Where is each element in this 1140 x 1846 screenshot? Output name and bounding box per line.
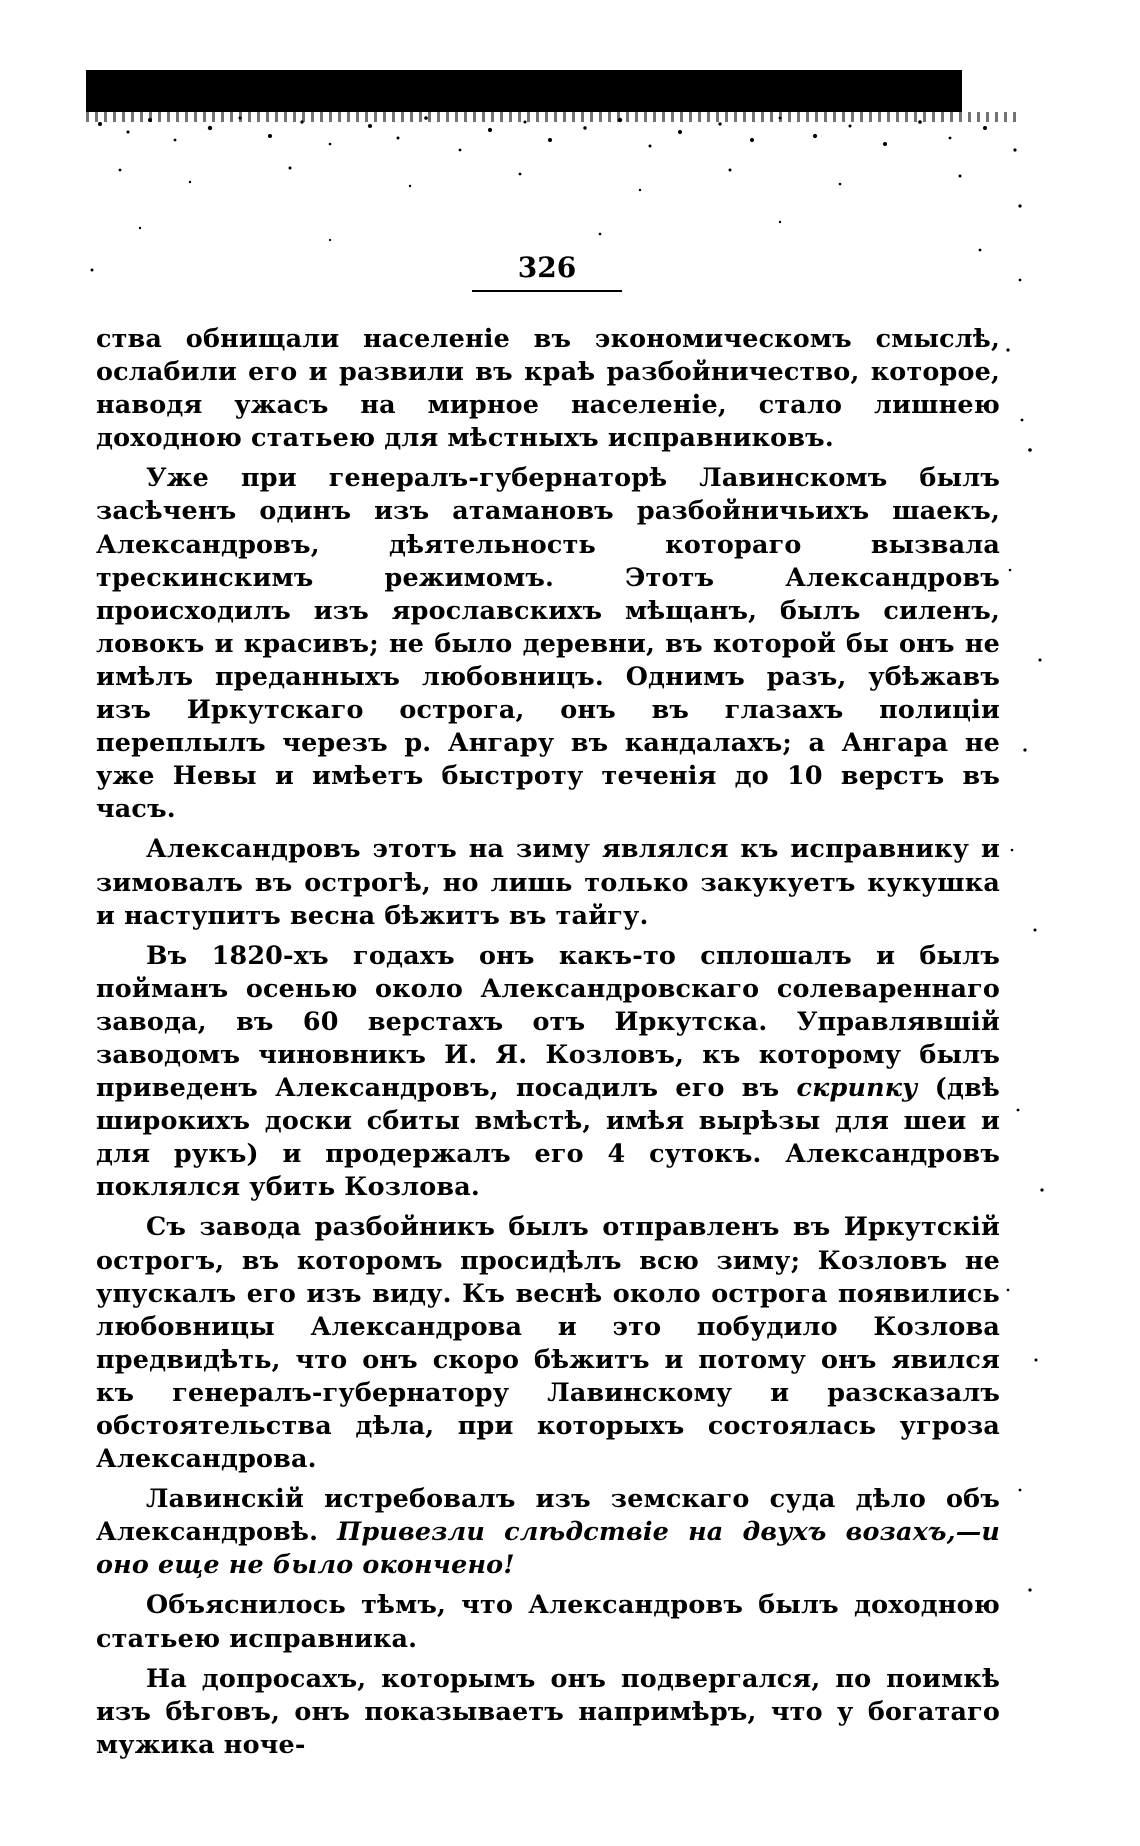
paragraph-7: Объяснилось тѣмъ, что Александровъ былъ доходною статьею исправника. [96,1589,1000,1653]
header-rule [86,70,962,112]
paragraph-2: Уже при генералъ-губернаторѣ Лавинскомъ былъ засѣченъ одинъ изъ атамановъ разбойничьихъ шаекъ, Александровъ, дѣятельность котораго вызвала трескинскимъ режимомъ. Этотъ Александровъ происходилъ изъ ярославскихъ мѣщанъ, былъ силенъ, ловокъ и красивъ; не было деревни, въ которой бы онъ не имѣлъ преданныхъ любовницъ. Однимъ разъ, убѣжавъ изъ Иркутскаго острога, онъ въ глазахъ полиціи переплылъ черезъ р. Ангару въ кандалахъ; а Ангара не уже Невы и имѣетъ быстроту теченія до 10 верстъ въ часъ. [96,462,1000,824]
paragraph-4 [96,939,1000,1204]
paragraph-3: Александровъ этотъ на зиму являлся къ исправнику и зимовалъ въ острогѣ, но лишь только закукуетъ кукушка и наступитъ весна бѣжитъ въ тайгу. [96,833,1000,930]
margin-marks [1000,330,1060,1630]
paragraph-4-continuation: (двѣ широкихъ доски сбиты вмѣстѣ, имѣя вырѣзы для шеи и для рукъ) и продержалъ его 4 сутокъ. Александровъ поклялся убить Козлова. [96,1072,1000,1202]
paragraph-4-text: Въ 1820-хъ годахъ онъ какъ-то сплошалъ и былъ пойманъ осенью около Александровскаго солевареннаго завода, въ 60 верстахъ отъ Иркутска. Управлявшій заводомъ чиновникъ И. Я. Козловъ, къ которому былъ приведенъ Александровъ, посадилъ его въ [96,939,1000,1103]
paragraph-5: Съ завода разбойникъ былъ отправленъ въ Иркутскій острогъ, въ которомъ просидѣлъ всю зиму; Козловъ не упускалъ его изъ виду. Къ веснѣ около острога появились любовницы Александрова и это побудило Козлова предвидѣть, что онъ скоро бѣжитъ и потому онъ явился къ генералъ-губернатору Лавинскому и разсказалъ обстоятельства дѣла, при которыхъ состоялась угроза Александрова. [96,1211,1000,1474]
page-number: 326 [472,252,622,292]
paragraph-8: На допросахъ, которымъ онъ подвергался, по поимкѣ изъ бѣговъ, онъ показываетъ напримѣръ, что у богатаго мужика ноче- [96,1662,1000,1759]
paragraph-4-italic-term: скрипку [796,1072,918,1103]
body-text [96,322,1000,1761]
paragraph-6-text: Лавинскій истребовалъ изъ земскаго суда дѣло объ Александровѣ. [96,1483,1000,1547]
paragraph-6 [96,1482,1000,1581]
paragraph-6-italic: Привезли слѣдствіе на двухъ возахъ,—и оно еще не было окончено! [96,1516,1000,1580]
paragraph-1: ства обнищали населеніе въ экономическомъ смыслѣ, ослабили его и развили въ краѣ разбойничество, которое, наводя ужасъ на мирное населеніе, стало лишнею доходною статьею для мѣстныхъ исправниковъ. [96,323,1000,453]
